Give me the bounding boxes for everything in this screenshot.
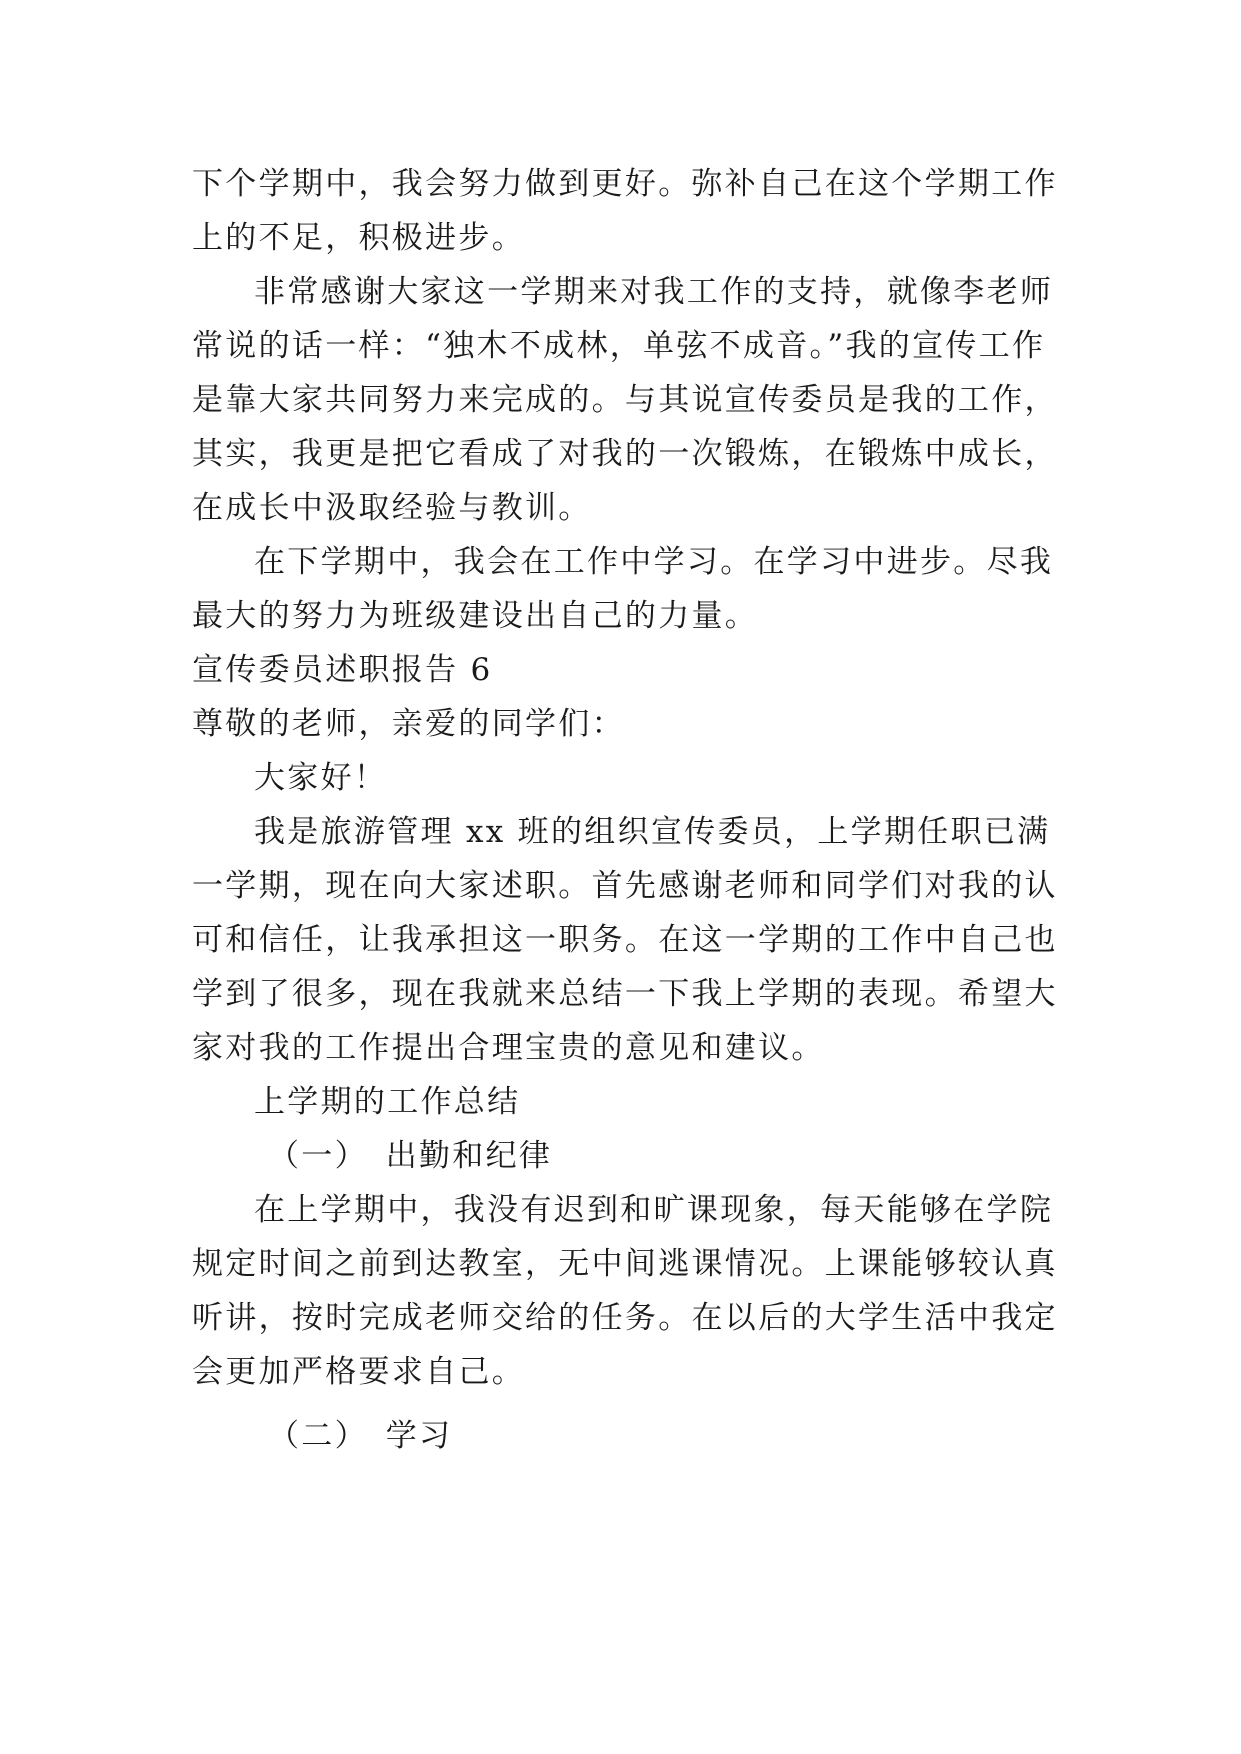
section-heading: 宣传委员述职报告 6: [192, 652, 493, 688]
salutation: 尊敬的老师，亲爱的同学们：: [192, 706, 625, 742]
paragraph-line: 规定时间之前到达教室，无中间逃课情况。上课能够较认真: [192, 1246, 1058, 1282]
subsection-heading: （一） 出勤和纪律: [268, 1138, 553, 1174]
paragraph-line: 上的不足，积极进步。: [192, 220, 525, 256]
paragraph-line: 最大的努力为班级建设出自己的力量。: [192, 598, 759, 634]
subsection-heading: （二） 学习: [268, 1418, 453, 1454]
paragraph-line: 会更加严格要求自己。: [192, 1354, 525, 1390]
paragraph-line: 听讲，按时完成老师交给的任务。在以后的大学生活中我定: [192, 1300, 1058, 1336]
paragraph-line: 在下学期中，我会在工作中学习。在学习中进步。尽我: [254, 544, 1054, 580]
paragraph-line: 学到了很多，现在我就来总结一下我上学期的表现。希望大: [192, 976, 1058, 1012]
greeting: 大家好！: [254, 760, 388, 796]
paragraph-line: 常说的话一样：“独木不成林，单弦不成音。”我的宣传工作: [192, 328, 1046, 364]
paragraph-line: 在成长中汲取经验与教训。: [192, 490, 592, 526]
paragraph-line: 可和信任，让我承担这一职务。在这一学期的工作中自己也: [192, 922, 1058, 958]
paragraph-line: 是靠大家共同努力来完成的。与其说宣传委员是我的工作，: [192, 382, 1058, 418]
paragraph-line: 非常感谢大家这一学期来对我工作的支持，就像李老师: [254, 274, 1054, 310]
paragraph-line: 我是旅游管理 xx 班的组织宣传委员，上学期任职已满: [254, 814, 1051, 850]
paragraph-line: 一学期，现在向大家述职。首先感谢老师和同学们对我的认: [192, 868, 1058, 904]
paragraph-line: 在上学期中，我没有迟到和旷课现象，每天能够在学院: [254, 1192, 1054, 1228]
paragraph-line: 家对我的工作提出合理宝贵的意见和建议。: [192, 1030, 825, 1066]
paragraph-line: 其实，我更是把它看成了对我的一次锻炼，在锻炼中成长，: [192, 436, 1058, 472]
subsection-heading: 上学期的工作总结: [254, 1084, 521, 1120]
paragraph-line: 下个学期中，我会努力做到更好。弥补自己在这个学期工作: [192, 166, 1058, 202]
